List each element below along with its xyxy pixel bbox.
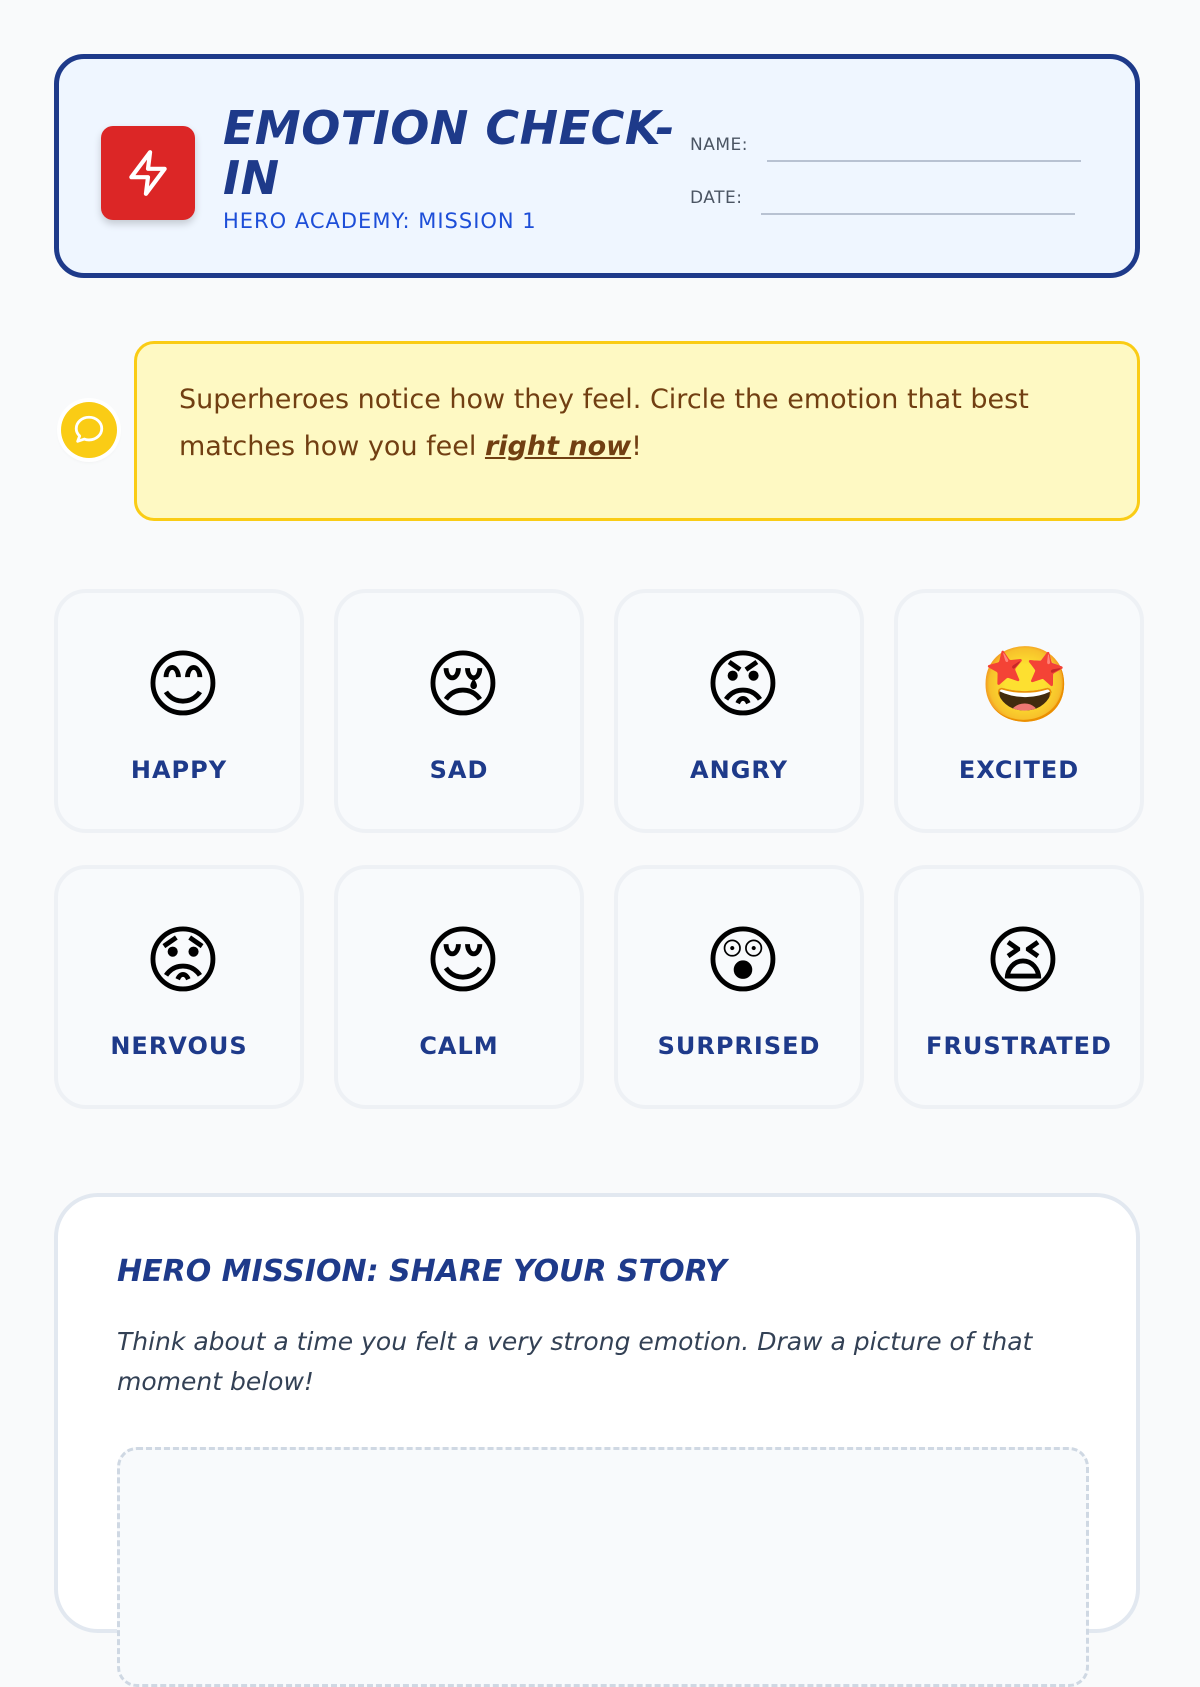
lightning-bolt-icon (123, 148, 173, 198)
emotion-label: CALM (419, 1032, 499, 1060)
logo-badge (101, 126, 195, 220)
emotion-card-happy[interactable] (54, 589, 304, 833)
angry-face-icon: 😡 (704, 642, 782, 728)
emotion-card-angry[interactable] (614, 589, 864, 833)
star-struck-face-icon: 🤩 (979, 642, 1072, 728)
emotion-label: EXCITED (958, 756, 1080, 784)
emotion-card-sad[interactable] (334, 589, 584, 833)
instruction-text: Superheroes notice how they feel. Circle the emotion that best matches how you feel right now! (179, 384, 1029, 462)
emotion-label: HAPPY (130, 756, 228, 784)
emotion-card-nervous[interactable] (54, 865, 304, 1109)
speech-bubble-icon (61, 402, 117, 458)
mission-title: HERO MISSION: SHARE YOUR STORY (117, 1254, 727, 1289)
name-field[interactable] (767, 160, 1081, 162)
emotion-card-calm[interactable] (334, 865, 584, 1109)
emotion-label: NERVOUS (110, 1032, 248, 1060)
worksheet-header (54, 54, 1140, 278)
tired-face-icon: 😫 (984, 918, 1062, 1004)
crying-face-icon: 😢 (424, 642, 502, 728)
mission-card (54, 1193, 1140, 1633)
happy-face-icon: 😊 (144, 642, 222, 728)
emotion-label: SURPRISED (657, 1032, 821, 1060)
page-title: EMOTION CHECK-IN (223, 101, 675, 205)
astonished-face-icon: 😲 (704, 918, 782, 1004)
emotion-card-surprised[interactable] (614, 865, 864, 1109)
emotion-label: SAD (429, 756, 489, 784)
instruction-box (134, 341, 1140, 521)
emotion-card-frustrated[interactable] (894, 865, 1144, 1109)
name-label: NAME: (690, 135, 748, 155)
emotion-label: FRUSTRATED (926, 1032, 1112, 1060)
emotion-label: ANGRY (690, 756, 788, 784)
emphasis-text: right now (484, 431, 632, 462)
relieved-face-icon: 😌 (424, 918, 502, 1004)
emotion-card-excited[interactable] (894, 589, 1144, 833)
worried-face-icon: 😟 (144, 918, 222, 1004)
drawing-area[interactable] (117, 1447, 1089, 1687)
page-subtitle: HERO ACADEMY: MISSION 1 (223, 209, 537, 233)
date-field[interactable] (761, 213, 1075, 215)
mission-prompt: Think about a time you felt a very strong emotion. Draw a picture of that moment below! (117, 1327, 1033, 1396)
date-label: DATE: (690, 188, 743, 208)
